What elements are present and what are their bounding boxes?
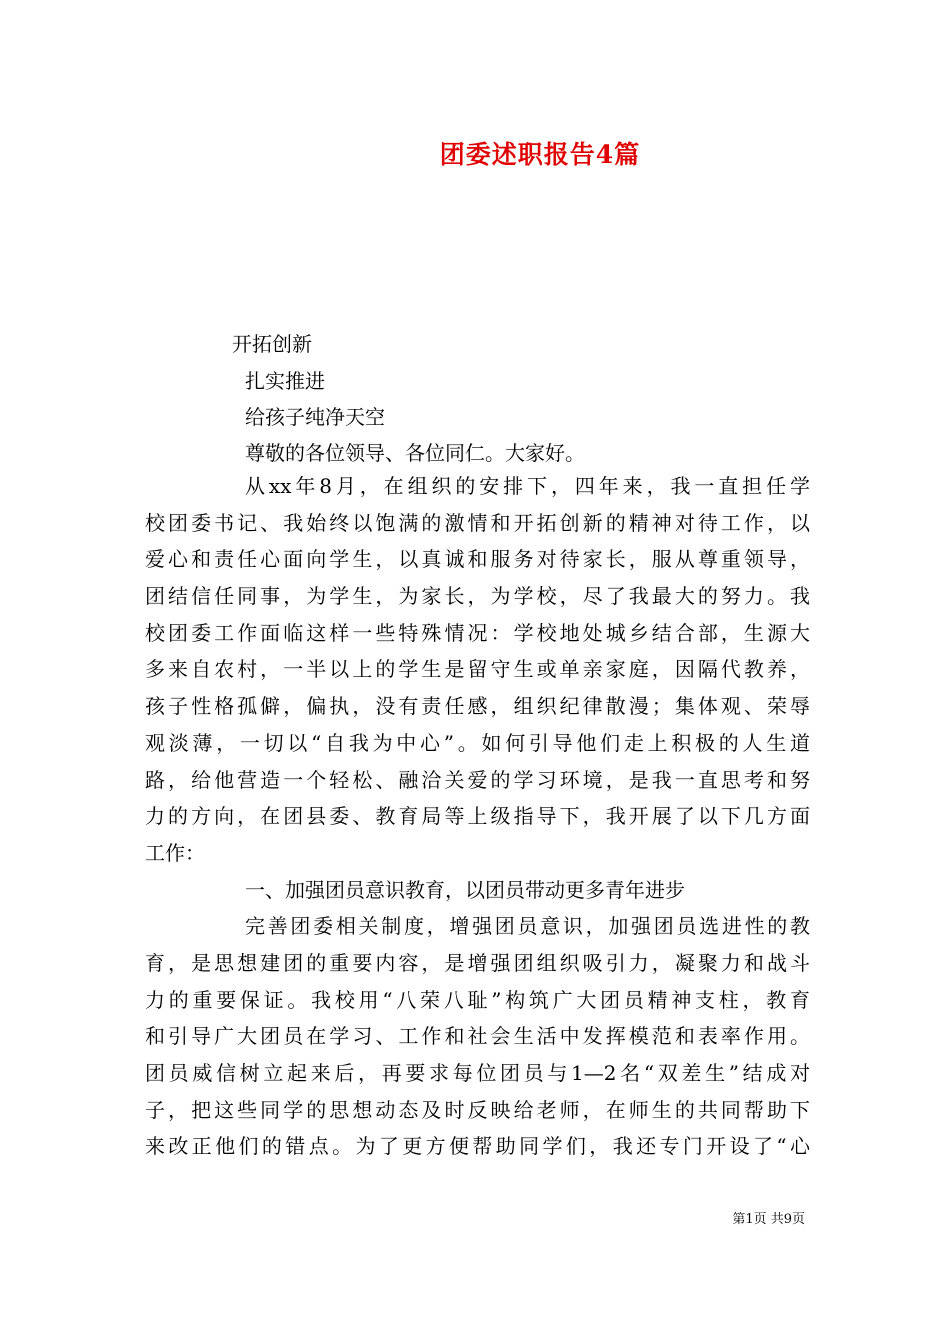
page-number: 第1页 共9页	[732, 1212, 805, 1227]
paragraph-line: 爱心和责任心面向学生，以真诚和服务对待家长，服从尊重领导，	[145, 547, 810, 572]
paragraph-line: 子，把这些同学的思想动态及时反映给老师，在师生的共同帮助下	[145, 1097, 810, 1122]
document-title: 团委述职报告4篇	[439, 140, 641, 169]
paragraph-line: 完善团委相关制度，增强团员意识，加强团员选进性的教	[245, 914, 810, 939]
paragraph-line: 团结信任同事，为学生，为家长，为学校，尽了我最大的努力。我	[145, 584, 810, 609]
heading-line-1: 开拓创新	[232, 332, 312, 356]
document-body	[145, 468, 810, 1165]
heading-line-2: 扎实推进	[245, 369, 325, 393]
paragraph-line: 工作：	[145, 840, 205, 865]
heading-line-3: 给孩子纯净天空	[245, 405, 385, 429]
paragraph-line: 力的重要保证。我校用“八荣八耻”构筑广大团员精神支柱，教育	[145, 987, 810, 1012]
paragraph-line: 和引导广大团员在学习、工作和社会生活中发挥模范和表率作用。	[145, 1024, 810, 1049]
paragraph-line: 校团委工作面临这样一些特殊情况：学校地处城乡结合部，生源大	[145, 620, 810, 645]
paragraph-line: 团员威信树立起来后，再要求每位团员与1—2名“双差生”结成对	[145, 1061, 810, 1085]
paragraph-line: 孩子性格孤僻，偏执，没有责任感，组织纪律散漫；集体观、荣辱	[145, 694, 810, 719]
section-heading: 一、加强团员意识教育，以团员带动更多青年进步	[245, 877, 685, 902]
paragraph-line: 路，给他营造一个轻松、融洽关爱的学习环境，是我一直思考和努	[145, 767, 810, 792]
paragraph-line: 观淡薄，一切以“自我为中心”。如何引导他们走上积极的人生道	[145, 730, 810, 755]
paragraph-line: 育，是思想建团的重要内容，是增强团组织吸引力，凝聚力和战斗	[145, 950, 810, 975]
paragraph-line: 从xx年8月，在组织的安排下，四年来，我一直担任学	[245, 474, 810, 498]
paragraph-line: 校团委书记、我始终以饱满的激情和开拓创新的精神对待工作，以	[145, 510, 810, 535]
greeting-line: 尊敬的各位领导、各位同仁。大家好。	[245, 441, 585, 465]
paragraph-line: 来改正他们的错点。为了更方便帮助同学们，我还专门开设了“心	[145, 1134, 810, 1159]
paragraph-line: 多来自农村，一半以上的学生是留守生或单亲家庭，因隔代教养，	[145, 657, 810, 682]
paragraph-line: 力的方向，在团县委、教育局等上级指导下，我开展了以下几方面	[145, 804, 810, 829]
